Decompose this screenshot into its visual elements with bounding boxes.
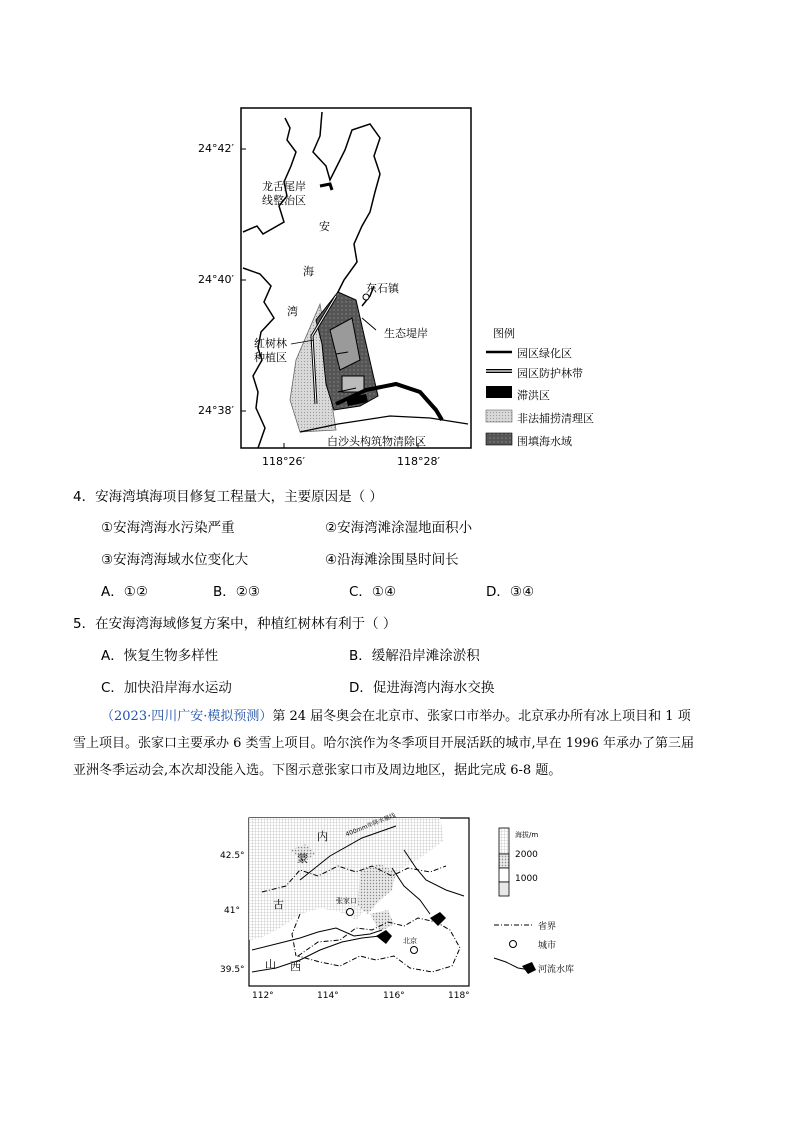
map2-label-xi: 西 (290, 960, 301, 973)
map1-legend-item: 滞洪区 (517, 389, 550, 402)
question-4-choice-b[interactable]: B．②③ (213, 584, 260, 600)
question-4-option: ④沿海滩涂围垦时间长 (325, 552, 459, 568)
passage-text: 第 24 届冬奥会在北京市、张家口市举办。北京承办所有冰上项目和 1 项 (272, 709, 691, 724)
map2-label-zhangjiakou: 张家口 (336, 897, 357, 905)
map-zhangjiakou-svg (0, 810, 794, 1010)
map2-legend-item: 省界 (538, 922, 557, 932)
map1-lat-label: 24°42′ (198, 142, 234, 155)
map2-label-isohyet: 400mm年降水量线 (344, 811, 397, 839)
map2-lat-label: 41° (224, 906, 240, 916)
map1-lon-label: 118°26′ (262, 455, 305, 468)
map2-label-nei: 内 (317, 830, 328, 843)
question-4-choice-a[interactable]: A．①② (101, 584, 148, 600)
question-5-choice-c[interactable]: C．加快沿岸海水运动 (101, 680, 232, 696)
map1-legend-title: 图例 (493, 327, 515, 340)
passage-line-1 (101, 703, 691, 730)
map1-legend-item: 非法捕捞清理区 (517, 412, 594, 425)
question-4-choice-c[interactable]: C．①④ (349, 584, 397, 600)
map2-label-meng: 蒙 (297, 852, 308, 865)
question-5-choice-a[interactable]: A．恢复生物多样性 (101, 648, 219, 664)
map1-legend-item: 围填海水域 (517, 435, 572, 448)
map1-label-longgewei: 龙舌尾岸 (262, 180, 306, 193)
map2-label-shan: 山 (265, 958, 276, 971)
map2-elevation-tick: 2000 (515, 850, 538, 860)
map1-label-mangrove: 种植区 (254, 351, 287, 364)
passage-line-3: 亚洲冬季运动会,本次却没能入选。下图示意张家口市及周边地区，据此完成 6-8 题。 (73, 763, 562, 778)
question-4-option: ①安海湾海水污染严重 (101, 520, 235, 536)
question-5-choice-b[interactable]: B．缓解沿岸滩涂淤积 (349, 648, 480, 664)
question-4-stem: 4．安海湾填海项目修复工程量大，主要原因是（ ） (73, 489, 383, 505)
question-4-option: ②安海湾滩涂湿地面积小 (325, 520, 473, 536)
map2-lat-label: 42.5° (220, 851, 245, 861)
map2-legend-item: 城市 (538, 941, 557, 951)
passage-source: （2023·四川广安·模拟预测） (101, 709, 273, 724)
map2-label-gu: 古 (273, 898, 284, 911)
map1-label-longgewei: 线整治区 (262, 194, 306, 207)
map2-lon-label: 118° (448, 991, 470, 1001)
map1-lat-label: 24°40′ (198, 273, 234, 286)
map1-label-wan: 湾 (287, 305, 298, 318)
passage-line-2: 雪上项目。张家口主要承办 6 类雪上项目。哈尔滨作为冬季项目开展活跃的城市,早在 1996 年承办了第三届 (73, 736, 695, 751)
map-anhai-bay-svg (0, 0, 794, 480)
map-zhangjiakou-region (0, 810, 794, 1010)
map1-label-an: 安 (319, 220, 330, 233)
map1-label-mangrove: 红树林 (254, 337, 287, 350)
map2-elevation-tick: 1000 (515, 874, 538, 884)
question-4-option: ③安海湾海域水位变化大 (101, 552, 249, 568)
map2-lon-label: 114° (317, 991, 339, 1001)
map2-lon-label: 116° (383, 991, 405, 1001)
map1-label-hai: 海 (303, 265, 314, 278)
map1-label-dike: 生态堤岸 (384, 327, 428, 340)
map2-legend-item: 河流水库 (538, 965, 575, 975)
question-4-choice-d[interactable]: D．③④ (486, 584, 535, 600)
map1-legend-item: 园区绿化区 (517, 347, 572, 360)
map1-lat-label: 24°38′ (198, 404, 234, 417)
map2-elevation-title: 海拔/m (515, 831, 539, 839)
question-5-choice-d[interactable]: D．促进海湾内海水交换 (349, 680, 495, 696)
map1-label-dongshi: 东石镇 (366, 282, 399, 295)
map1-legend-item: 园区防护林带 (517, 367, 583, 380)
map1-label-baisha: 白沙头构筑物清除区 (327, 435, 426, 448)
map2-lon-label: 112° (252, 991, 274, 1001)
map1-lon-label: 118°28′ (397, 455, 440, 468)
question-5-stem: 5．在安海湾海域修复方案中，种植红树林有利于（ ） (73, 616, 397, 632)
map2-lat-label: 39.5° (220, 965, 245, 975)
map2-label-beijing: 北京 (403, 937, 417, 945)
map-anhai-bay (0, 0, 794, 480)
